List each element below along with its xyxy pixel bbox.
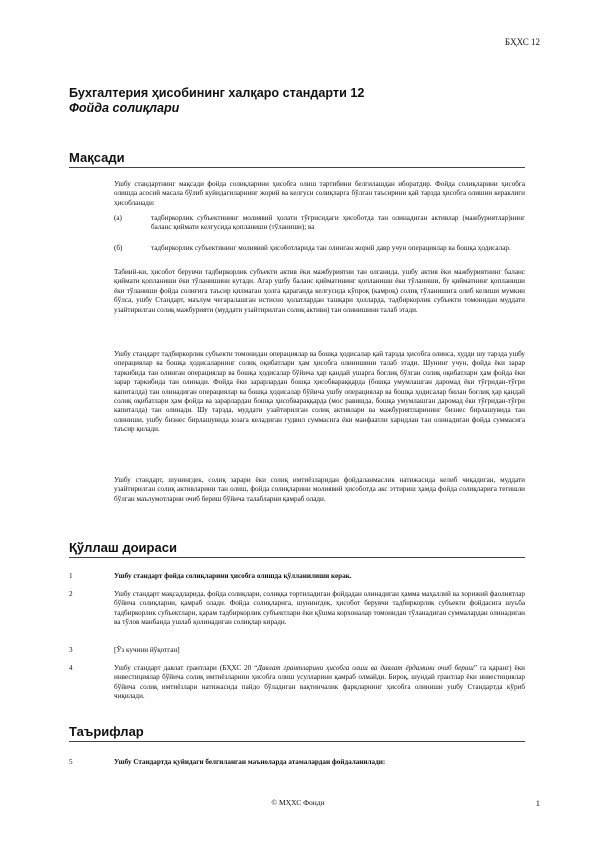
objective-paragraph-3 [114, 476, 525, 504]
paragraph-text: Ушбу стандарт фойда солиқларини ҳисобга олишда қўлланилиши керак. [114, 572, 352, 580]
paragraph-text: Ушбу Стандартда қуйидаги белгиланган маъноларда атамалардан фойдаланилади: [114, 758, 386, 766]
scope-paragraph-2 [69, 590, 525, 640]
section-heading-scope: Қўллаш доираси [69, 540, 525, 558]
paragraph-text: [Ўз кучини йўқотган] [114, 646, 180, 654]
objective-item-b [114, 244, 525, 264]
objective-intro-text: Ушбу стандартнинг мақсади фойда солиқларини ҳисобга олиш тартибини белгилашдан иборатдир. Фойда солиқларини ҳисобга олишда асосий масала бўлиб куйидагиларнинг жорий ва келгуси солиқларга бўлган таъсирини қай тарзда ҳисобга олишни кераклиги ҳисобланади: [114, 180, 525, 207]
paragraph-text-start: Ушбу стандарт давлат грантлари (БҲХС 20 “ [114, 664, 258, 672]
objective-item-b-text: тадбиркорлик субъектининг молиявий ҳисоботларида тан олинган жорий давр учун операциялар ва бошқа ҳодисалар. [151, 244, 511, 252]
objective-item-a-text: тадбиркорлик субъектининг молиявий ҳолати тўғрисидаги ҳисоботда тан олинадиган активлар (мажбуриятлар)нинг баланс қиймати келгусида қопланиши (тўланиши); ва [151, 214, 525, 232]
scope-paragraph-3 [69, 646, 525, 656]
scope-paragraph-1 [69, 572, 525, 582]
objective-intro [114, 180, 525, 208]
definitions-paragraph-5 [69, 758, 525, 768]
objective-paragraph-2-text: Ушбу стандарт тадбиркорлик субъекти томонидан операциялар ва бошқа ҳодисалар қай тарзда ҳисобга олинса, худди шу тарзда ушбу операциялар ва бошқа ҳодисаларнинг солиқ оқибатлари ҳам ҳисобга олинишини талаб этади. Шунинг учун, фойда ёки зарар таркибида тан олинган операциялар ва бошқа ҳодисалар бўйича ҳар қандай ушарга боғлиқ бўлган солиқ оқибатлари ҳам фойда ёки зарар таркибида тан олинади. Фойда ёки зарарлардан бошқа ҳисобвараққарда (бошқа умумлашган даромад ёки тўғридан-тўғри капиталда) тан олинадиган операциялар ва бошқа ҳодисалар бўйича ушбу операциялар ва бошқа ҳодисалар билан боғлиқ ҳар қандай солиқ оқибатлари ҳам фойда ва зарарлардан бошқа ҳисобвараққарда (мос равишда, бошқа умумлашган даромад ёки тўғридан-тўғри капиталда) тан олинади. Шу тарзда, муддати узайтирилган солиқ активлари ва мажбуриятларининг бизнес бирлашувида тан олиниши, ушбу бизнес бирлашувида юзага келадиган гудвил суммасига ёки манфаатли харидлан тан олинадиган фойда суммасига таъсир қилади. [114, 350, 525, 434]
standard-title-subject: Фойда солиқлари [69, 101, 180, 115]
paragraph-number: 2 [69, 590, 73, 598]
scope-paragraph-4 [69, 664, 525, 704]
paragraph-text-end: ” га қаранг) ёки инвестициялар бўйича солиқ имтиёзларини ҳисобга олиш усулларини қамраб олмайди. Бироқ, шундай грантлар ёки инвестициялар бўйича солиқ имтиёзлари натижасида пайдо бўладиган вақтинчалик фарқларнинг ҳисобга олиниши ушбу Стандартда кўриб чиқилади. [114, 664, 525, 701]
section-heading-objective: Мақсади [69, 150, 525, 168]
paragraph-number: 3 [69, 646, 73, 654]
paragraph-text: Ушбу стандарт мақсадларида, фойда солиқлари, солиққа тортиладиган фойдадан олинадиган ҳамма маҳаллий ва хорижий фаолиятлар бўйича солиқларни, қамраб олади. Фойда солиқларига, шунингдек, ҳисобот берувчи тадбиркорлик субъекти фойдасига шуъба тадбиркорлик субъектлари, қарам тадбиркорлик субъектлари ёки қўшма корхоналар томонидан тўланадиган суммалардан олинадиган ва тўлов манбаида ушлаб қолинадиган солиқлар киради. [114, 590, 525, 627]
objective-item-a [114, 214, 525, 234]
paragraph-number: 1 [69, 572, 73, 580]
section-heading-definitions: Таърифлар [69, 724, 525, 742]
cross-reference-title: Давлат грантларини ҳисобга олиш ва давлат ёрдамини очиб бериш [257, 664, 474, 672]
objective-paragraph-2 [114, 350, 525, 435]
page-number: 1 [535, 798, 540, 808]
paragraph-number: 4 [69, 664, 73, 672]
objective-item-a-label: (а) [114, 214, 122, 222]
objective-paragraph-1-text: Табиий-ки, ҳисобот берувчи тадбиркорлик субъекти актив ёки мажбуриятни тан олганида, ушбу актив ёки мажбуриятнинг баланс қиймати қопланиши ёки тўланишини кутади. Агар ушбу баланс қийматининг қопланиши ёки тўланиши, бу қийматнинг қопланиши ёки тўланиши фойда солиғига таъсир қилмаган ҳолга қараганда келгусида кўпроқ (камроқ) солиқ тўланишига олиб келиши мумкин бўлса, ушбу Стандарт, маълум чегаралашган истисно ҳолатлардан ташқари ҳолларда, тадбиркорлик субъекти томонидан муддати узайтирилган солиқ мажбурияти (муддати узайтирилган солиқ активи) тан олинишини талаб этади. [114, 268, 525, 314]
objective-item-b-label: (б) [114, 244, 123, 252]
standard-title [69, 86, 539, 116]
objective-paragraph-3-text: Ушбу стандарт, шунингдек, солиқ зарари ёки солиқ имтиёзларидан фойдаланмаслик натижасида келиб чиқадиган, муддати узайтирилган солиқ активларини тан олиш, фойда солиқларини молиявий ҳисоботда акс эттириш ҳамда фойда солиқларига тегишли бўлган маълумотларни очиб бериш бўйича талабларни қамраб олади. [114, 476, 525, 503]
standard-title-main: Бухгалтерия ҳисобининг халқаро стандарти 12 [69, 86, 365, 100]
footer-copyright: © МҲХС Фонди [271, 798, 325, 807]
paragraph-number: 5 [69, 758, 73, 766]
paragraph-text [114, 664, 525, 702]
objective-paragraph-1 [114, 268, 525, 315]
running-head: БҲХС 12 [504, 37, 540, 47]
